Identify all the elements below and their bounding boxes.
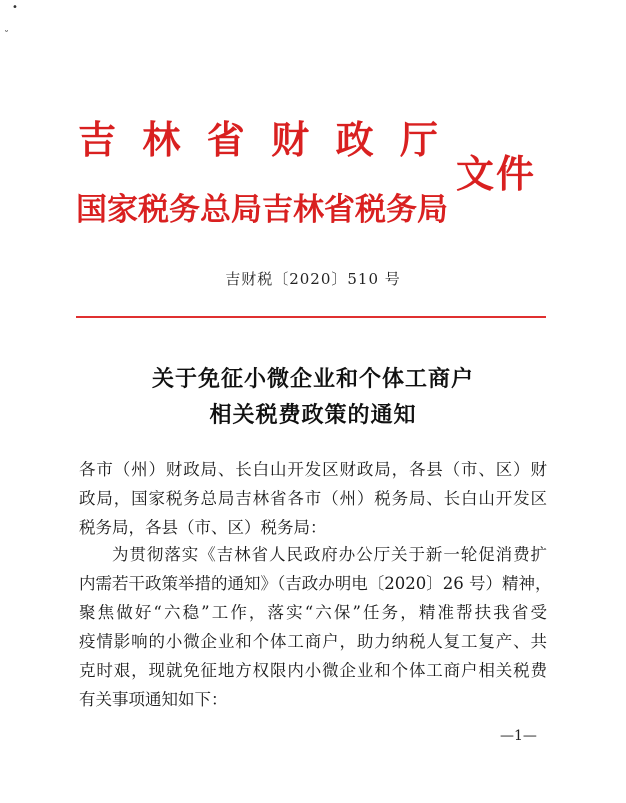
issuer-line-2: 国家税务总局吉林省税务局	[76, 192, 448, 228]
paragraph-line: 内需若干政策举措的通知》（吉政办明电〔2020〕26 号）精神，	[79, 574, 552, 593]
paragraph-line: 为贯彻落实《吉林省人民政府办公厅关于新一轮促消费扩	[112, 545, 547, 564]
scan-mark-left: ˘	[4, 30, 9, 41]
addressee-line: 各市（州）财政局、长白山开发区财政局，各县（市、区）财	[79, 460, 547, 479]
page-number: —1—	[500, 728, 537, 744]
document-number: 吉财税〔2020〕510 号	[225, 270, 401, 288]
addressee-line: 税务局，各县（市、区）税务局：	[79, 518, 327, 537]
paragraph-line: 聚焦做好“六稳”工作，落实“六保”任务，精准帮扶我省受	[79, 603, 547, 622]
document-title-line-1: 关于免征小微企业和个体工商户	[151, 366, 474, 392]
issuer-char: 吉	[78, 117, 117, 162]
issuer-char: 厅	[399, 117, 438, 162]
body-paragraph	[79, 540, 552, 714]
issuer-char: 政	[335, 117, 374, 162]
paragraph-line: 克时艰，现就免征地方权限内小微企业和个体工商户相关税费	[79, 661, 547, 680]
issuer-char: 林	[142, 117, 181, 162]
scan-mark-top: •	[12, 2, 18, 13]
issuer-char: 省	[206, 117, 245, 162]
paragraph-line: 疫情影响的小微企业和个体工商户，助力纳税人复工复产、共	[79, 632, 547, 651]
document-type-label: 文件	[456, 151, 537, 196]
addressee-block	[79, 455, 547, 542]
document-title-line-2: 相关税费政策的通知	[209, 402, 417, 428]
addressee-line: 政局，国家税务总局吉林省各市（州）税务局、长白山开发区	[79, 489, 547, 508]
paragraph-line: 有关事项通知如下：	[79, 690, 228, 709]
red-divider	[76, 316, 546, 318]
issuer-char: 财	[271, 117, 310, 162]
issuer-line-1	[78, 118, 438, 162]
